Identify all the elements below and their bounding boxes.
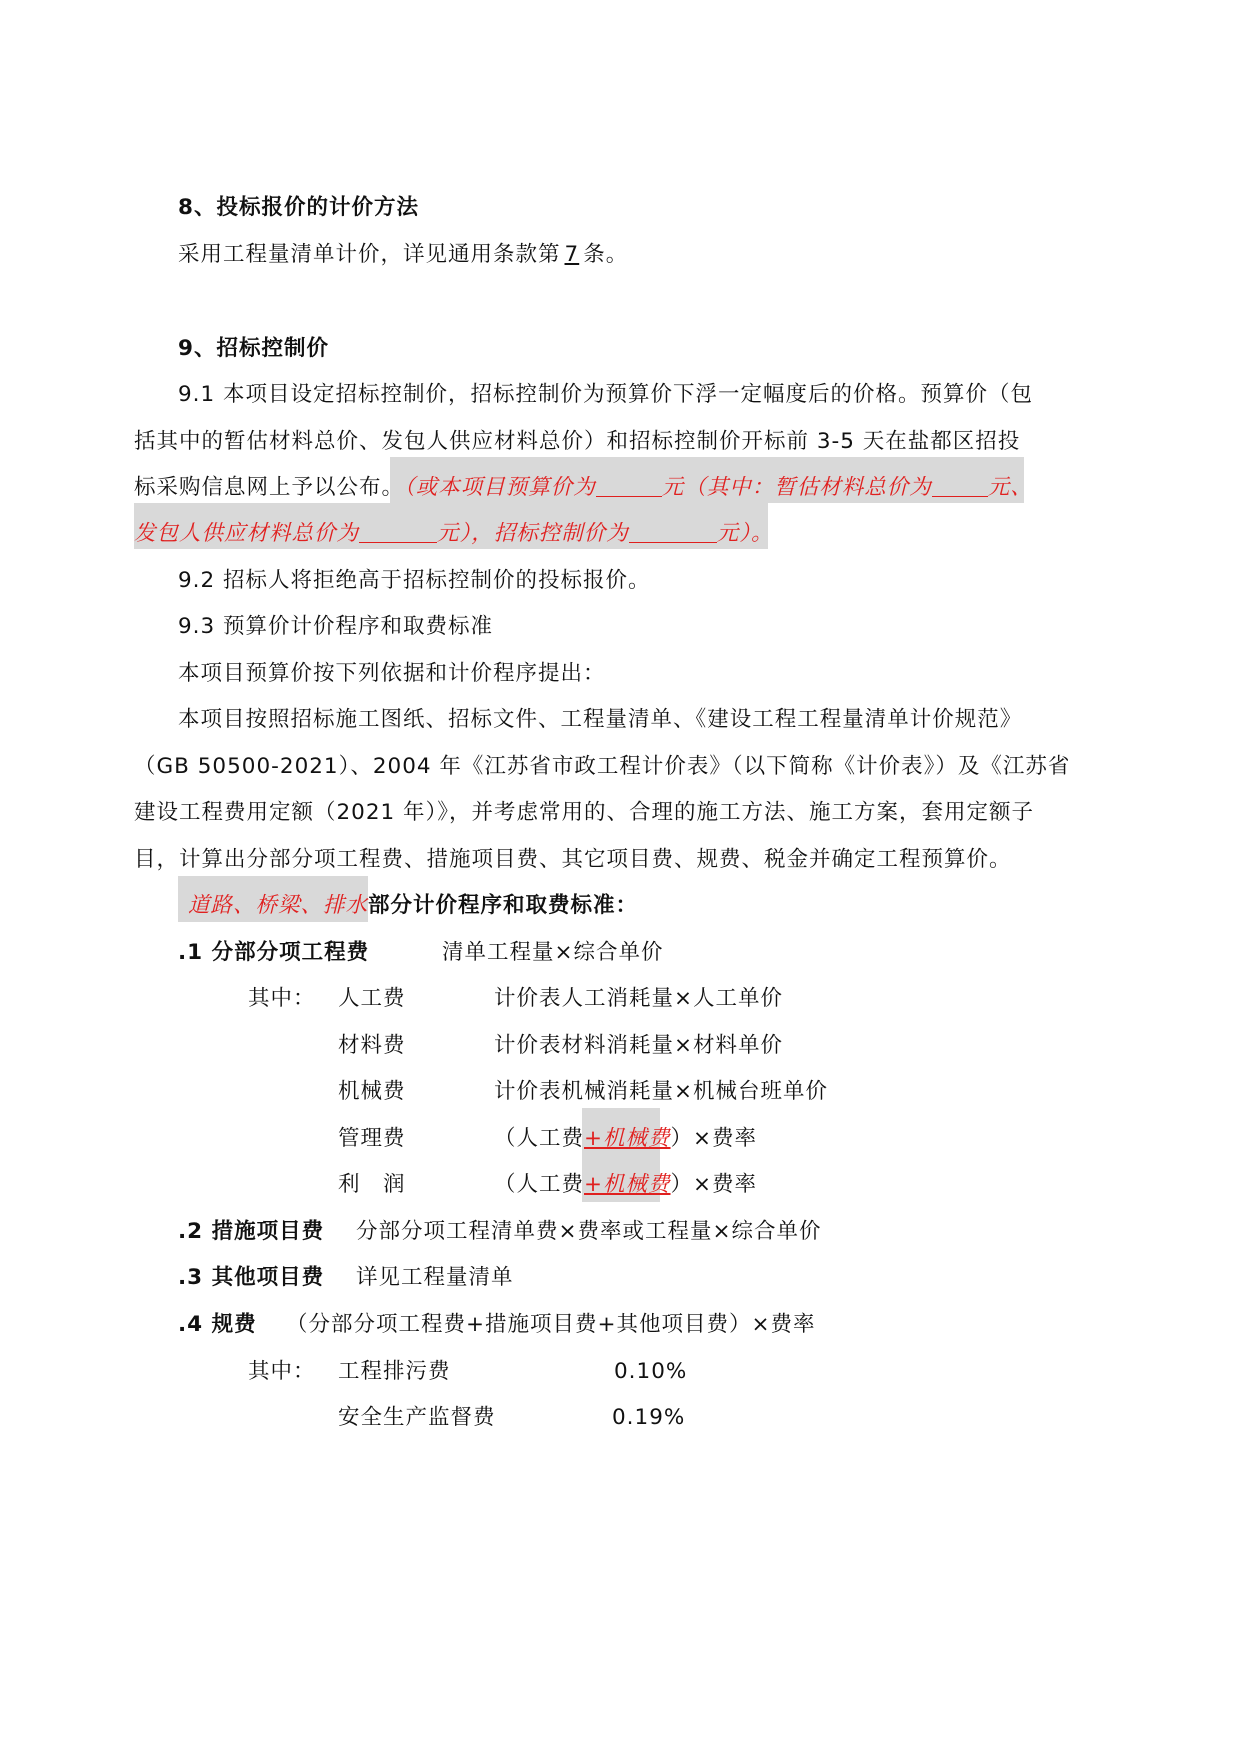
profit-label: 利 润: [338, 1172, 406, 1197]
item-4-label: .4 规费: [178, 1312, 257, 1337]
mgmt-value: [494, 1124, 757, 1154]
mgmt-value-end: ）×费率: [670, 1126, 758, 1151]
section-8-body-pre: 采用工程量清单计价，详见通用条款第: [178, 242, 561, 267]
profit-value: [494, 1170, 757, 1200]
provisional-material-unit: 元、: [987, 475, 1033, 500]
section-8-heading: 8、投标报价的计价方法: [178, 195, 419, 220]
control-price-blank[interactable]: [629, 520, 717, 543]
provisional-material-blank[interactable]: [932, 474, 988, 497]
control-price-text: 元），招标控制价为: [437, 521, 629, 546]
pricing-subheading: [188, 891, 638, 921]
budget-price-text: （或本项目预算价为: [404, 475, 596, 500]
para-9-1-line-2: 括其中的暂估材料总价、发包人供应材料总价）和招标控制价开标前 3-5 天在盐都区招投: [134, 429, 1021, 454]
labor-value: 计价表人工消耗量×人工单价: [494, 986, 784, 1011]
machine-label: 机械费: [338, 1079, 406, 1104]
item-2-label: .2 措施项目费: [178, 1219, 325, 1244]
para-basis-line-1: 本项目按照招标施工图纸、招标文件、工程量清单、《建设工程工程量清单计价规范》: [178, 707, 1023, 732]
safety-fee-rate: 0.19%: [612, 1405, 686, 1430]
item-1-qizhong: 其中：: [248, 986, 316, 1011]
profit-value-end: ）×费率: [670, 1172, 758, 1197]
supplied-material-text: 发包人供应材料总价为: [134, 521, 360, 546]
item-2-value: 分部分项工程清单费×费率或工程量×综合单价: [356, 1219, 822, 1244]
material-value: 计价表材料消耗量×材料单价: [494, 1033, 784, 1058]
labor-label: 人工费: [338, 986, 406, 1011]
para-9-2: 9.2 招标人将拒绝高于招标控制价的投标报价。: [178, 568, 651, 593]
sewage-fee-rate: 0.10%: [614, 1359, 688, 1384]
sewage-fee-label: 工程排污费: [338, 1359, 451, 1384]
provisional-material-text: 元（其中：暂估材料总价为: [661, 475, 932, 500]
para-9-1-line-4: [134, 519, 774, 549]
profit-value-start: （人工费: [494, 1172, 585, 1197]
para-basis-line-3: 建设工程费用定额（2021 年）》，并考虑常用的、合理的施工方法、施工方案，套用定额子: [134, 800, 1035, 825]
item-1-label: .1 分部分项工程费: [178, 940, 370, 965]
para-intro: 本项目预算价按下列依据和计价程序提出：: [178, 661, 606, 686]
section-8-body-post: 条。: [583, 242, 629, 267]
section-8-clause-number: 7: [564, 242, 580, 267]
para-9-1-line-3-text: 标采购信息网上予以公布。: [134, 475, 405, 500]
supplied-material-blank[interactable]: [359, 520, 437, 543]
item-4-value: （分部分项工程费+措施项目费+其他项目费）×费率: [286, 1312, 816, 1337]
budget-price-blank[interactable]: [596, 474, 662, 497]
material-label: 材料费: [338, 1033, 406, 1058]
item-3-label: .3 其他项目费: [178, 1265, 325, 1290]
pricing-subheading-text: 部分计价程序和取费标准：: [368, 893, 639, 918]
machine-value: 计价表机械消耗量×机械台班单价: [494, 1079, 829, 1104]
para-9-1-line-3: [134, 473, 1033, 503]
mgmt-label: 管理费: [338, 1126, 406, 1151]
safety-fee-label: 安全生产监督费: [338, 1405, 496, 1430]
para-basis-line-2: （GB 50500-2021）、2004 年《江苏省市政工程计价表》（以下简称《计价表》）及《江苏省: [134, 754, 1071, 779]
pricing-subheading-scope: 道路、桥梁、排水: [188, 893, 369, 918]
item-4-qizhong: 其中：: [248, 1359, 316, 1384]
profit-machine-fee: +机械费: [584, 1172, 671, 1197]
para-basis-line-4: 目，计算出分部分项工程费、措施项目费、其它项目费、规费、税金并确定工程预算价。: [134, 847, 1012, 872]
control-price-unit: 元）。: [716, 521, 774, 546]
para-9-3: 9.3 预算价计价程序和取费标准: [178, 614, 494, 639]
section-9-heading: 9、招标控制价: [178, 336, 329, 361]
item-3-value: 详见工程量清单: [356, 1265, 514, 1290]
para-9-1-line-1: 9.1 本项目设定招标控制价，招标控制价为预算价下浮一定幅度后的价格。预算价（包: [178, 382, 1034, 407]
section-8-body: [178, 240, 628, 270]
item-1-value: 清单工程量×综合单价: [442, 940, 664, 965]
mgmt-machine-fee: +机械费: [584, 1126, 671, 1151]
mgmt-value-start: （人工费: [494, 1126, 585, 1151]
